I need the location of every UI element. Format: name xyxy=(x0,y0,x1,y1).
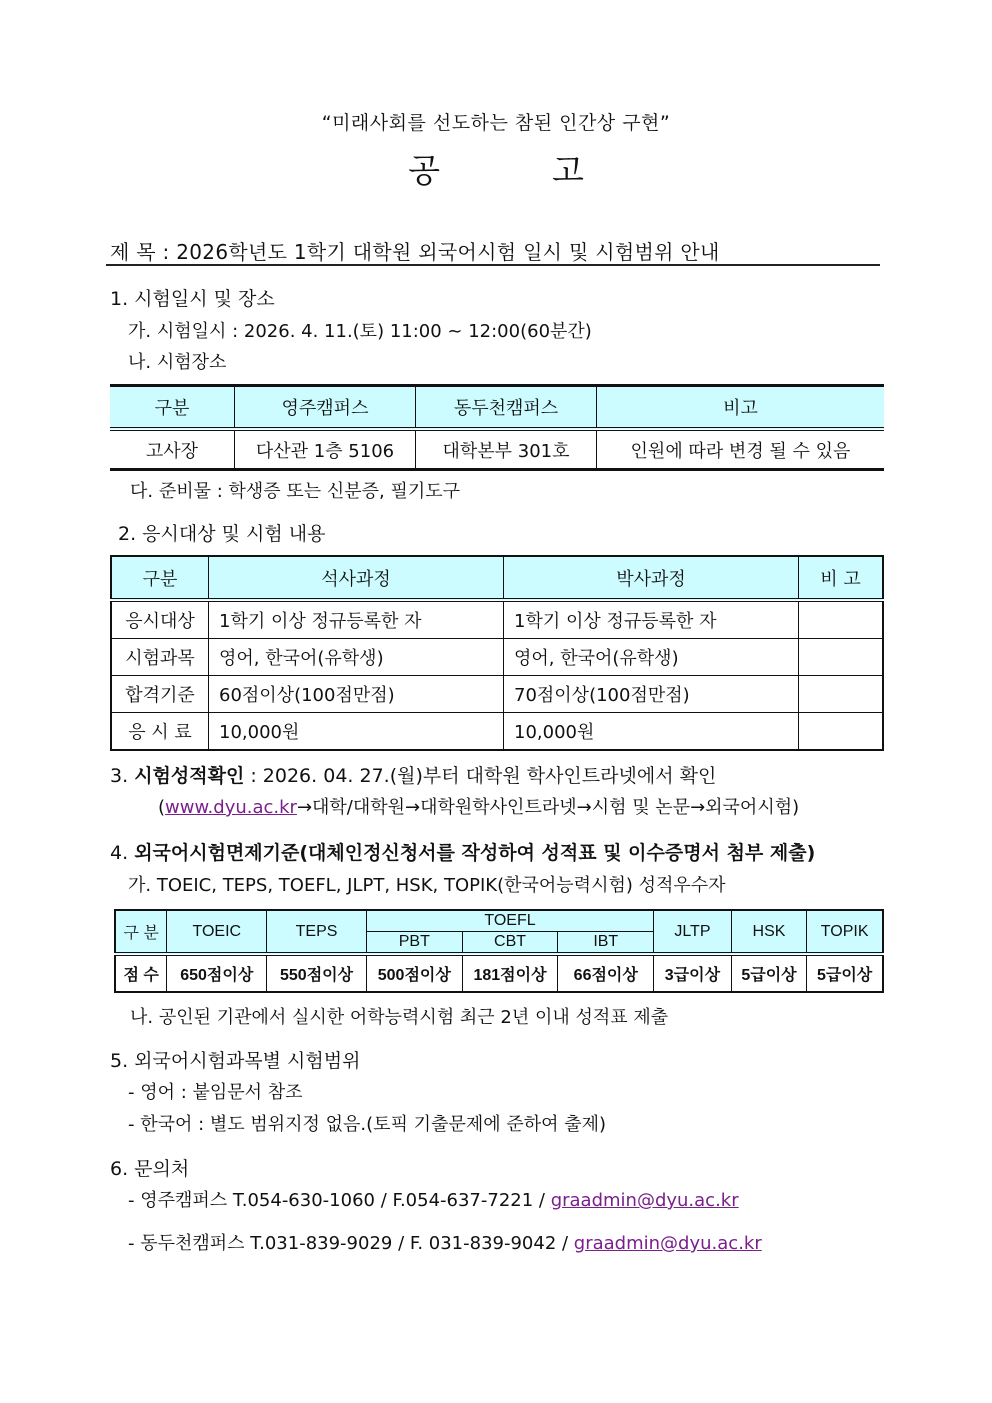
scope-korean: - 한국어 : 별도 범위지정 없음.(토픽 기출문제에 준하여 출제) xyxy=(128,1114,607,1135)
exemption-score-table xyxy=(114,909,884,993)
venue-cell: 대학본부 301호 xyxy=(416,429,597,470)
cell: 1학기 이상 정규등록한 자 xyxy=(209,600,504,639)
col-toefl-ibt: IBT xyxy=(558,932,654,955)
venue-cell: 고사장 xyxy=(110,429,235,470)
cell xyxy=(799,639,884,676)
subject-line: 제 목 : 2026학년도 1학기 대학원 외국어시험 일시 및 시험범위 안내 xyxy=(110,240,720,264)
cell: 영어, 한국어(유학생) xyxy=(209,639,504,676)
score-cell: 550점이상 xyxy=(267,954,367,992)
table-row xyxy=(110,429,884,470)
paren-open: ( xyxy=(158,797,166,818)
eligibility-table xyxy=(110,555,884,751)
score-cell: 66점이상 xyxy=(558,954,654,992)
section4-number: 4. xyxy=(110,842,129,864)
contact-yeongju xyxy=(128,1186,739,1212)
subject-divider xyxy=(106,264,880,266)
cell: 10,000원 xyxy=(504,713,799,751)
section3-number: 3. xyxy=(110,765,129,787)
section3-text: : 2026. 04. 27.(월)부터 대학원 학사인트라넷에서 확인 xyxy=(244,765,717,787)
col-topik: TOPIK xyxy=(807,910,883,954)
col-hsk: HSK xyxy=(731,910,807,954)
elig-col-note: 비 고 xyxy=(799,556,884,600)
venue-table-header xyxy=(110,386,884,430)
col-toefl: TOEFL xyxy=(366,910,653,932)
cell xyxy=(799,713,884,751)
page-title xyxy=(0,145,992,192)
exam-venue-label: 나. 시험장소 xyxy=(128,352,227,373)
row-label: 시험과목 xyxy=(111,639,209,676)
venue-col-note: 비고 xyxy=(597,386,885,430)
eligibility-table-header xyxy=(111,556,883,600)
col-toefl-cbt: CBT xyxy=(462,932,558,955)
cell: 10,000원 xyxy=(209,713,504,751)
col-teps: TEPS xyxy=(267,910,367,954)
section1-heading: 1. 시험일시 및 장소 xyxy=(110,288,275,310)
score-cell: 650점이상 xyxy=(167,954,267,992)
exam-datetime: 가. 시험일시 : 2026. 4. 11.(토) 11:00 ~ 12:00(60분간) xyxy=(128,321,592,342)
table-row xyxy=(111,713,883,751)
cell: 60점이상(100점만점) xyxy=(209,676,504,713)
row-label: 응 시 료 xyxy=(111,713,209,751)
elig-col-doctoral: 박사과정 xyxy=(504,556,799,600)
contact-yeongju-phone: - 영주캠퍼스 T.054-630-1060 / F.054-637-7221 / xyxy=(128,1190,551,1211)
col-toeic: TOEIC xyxy=(167,910,267,954)
score-cell: 181점이상 xyxy=(462,954,558,992)
score-check-path xyxy=(158,793,799,819)
title-char-2: 고 xyxy=(552,151,584,190)
cell xyxy=(799,600,884,639)
elig-col-masters: 석사과정 xyxy=(209,556,504,600)
col-jltp: JLTP xyxy=(654,910,732,954)
venue-cell: 인원에 따라 변경 될 수 있음 xyxy=(630,440,851,462)
cell: 1학기 이상 정규등록한 자 xyxy=(504,600,799,639)
cell xyxy=(799,676,884,713)
navigation-path: →대학/대학원→대학원학사인트라넷→시험 및 논문→외국어시험) xyxy=(296,797,800,818)
table-row xyxy=(111,639,883,676)
venue-table xyxy=(110,384,884,471)
score-cell: 5급이상 xyxy=(807,954,883,992)
row-label: 합격기준 xyxy=(111,676,209,713)
venue-col-category: 구분 xyxy=(110,386,235,430)
row-label: 응시대상 xyxy=(111,600,209,639)
contact-dongducheon xyxy=(128,1229,762,1255)
section4-line xyxy=(110,838,815,865)
venue-cell: 다산관 1층 5106 xyxy=(235,429,416,470)
supplies: 다. 준비물 : 학생증 또는 신분증, 필기도구 xyxy=(130,481,461,502)
section3-line xyxy=(110,761,716,788)
section4-heading: 외국어시험면제기준(대체인정신청서를 작성하여 성적표 및 이수증명서 첨부 제출) xyxy=(134,842,816,864)
score-cell: 500점이상 xyxy=(366,954,462,992)
score-cell: 5급이상 xyxy=(731,954,807,992)
email-link-yeongju[interactable]: graadmin@dyu.ac.kr xyxy=(550,1190,739,1211)
row-label: 점 수 xyxy=(115,954,167,992)
col-category: 구 분 xyxy=(115,910,167,954)
exemption-header-row-1 xyxy=(115,910,883,932)
venue-col-yeongju: 영주캠퍼스 xyxy=(235,386,416,430)
table-row xyxy=(115,954,883,992)
table-row xyxy=(111,676,883,713)
venue-col-dongducheon: 동두천캠퍼스 xyxy=(416,386,597,430)
section5-heading: 5. 외국어시험과목별 시험범위 xyxy=(110,1050,361,1072)
col-toefl-pbt: PBT xyxy=(366,932,462,955)
section6-heading: 6. 문의처 xyxy=(110,1158,190,1180)
email-link-dongducheon[interactable]: graadmin@dyu.ac.kr xyxy=(573,1233,762,1254)
section2-heading: 2. 응시대상 및 시험 내용 xyxy=(118,523,326,545)
contact-dongducheon-phone: - 동두천캠퍼스 T.031-839-9029 / F. 031-839-9042 / xyxy=(128,1233,574,1254)
scope-english: - 영어 : 붙임문서 참조 xyxy=(128,1082,303,1103)
dyu-website-link[interactable]: www.dyu.ac.kr xyxy=(165,797,297,818)
score-cell: 3급이상 xyxy=(654,954,732,992)
exemption-note: 나. 공인된 기관에서 실시한 어학능력시험 최근 2년 이내 성적표 제출 xyxy=(130,1007,669,1028)
cell: 영어, 한국어(유학생) xyxy=(504,639,799,676)
exemption-tests: 가. TOEIC, TEPS, TOEFL, JLPT, HSK, TOPIK(한국어능력시험) 성적우수자 xyxy=(128,875,726,896)
cell: 70점이상(100점만점) xyxy=(504,676,799,713)
motto: “미래사회를 선도하는 참된 인간상 구현” xyxy=(321,112,671,134)
elig-col-category: 구분 xyxy=(111,556,209,600)
table-row xyxy=(111,600,883,639)
title-char-1: 공 xyxy=(408,151,440,190)
section3-label: 시험성적확인 xyxy=(134,765,245,787)
